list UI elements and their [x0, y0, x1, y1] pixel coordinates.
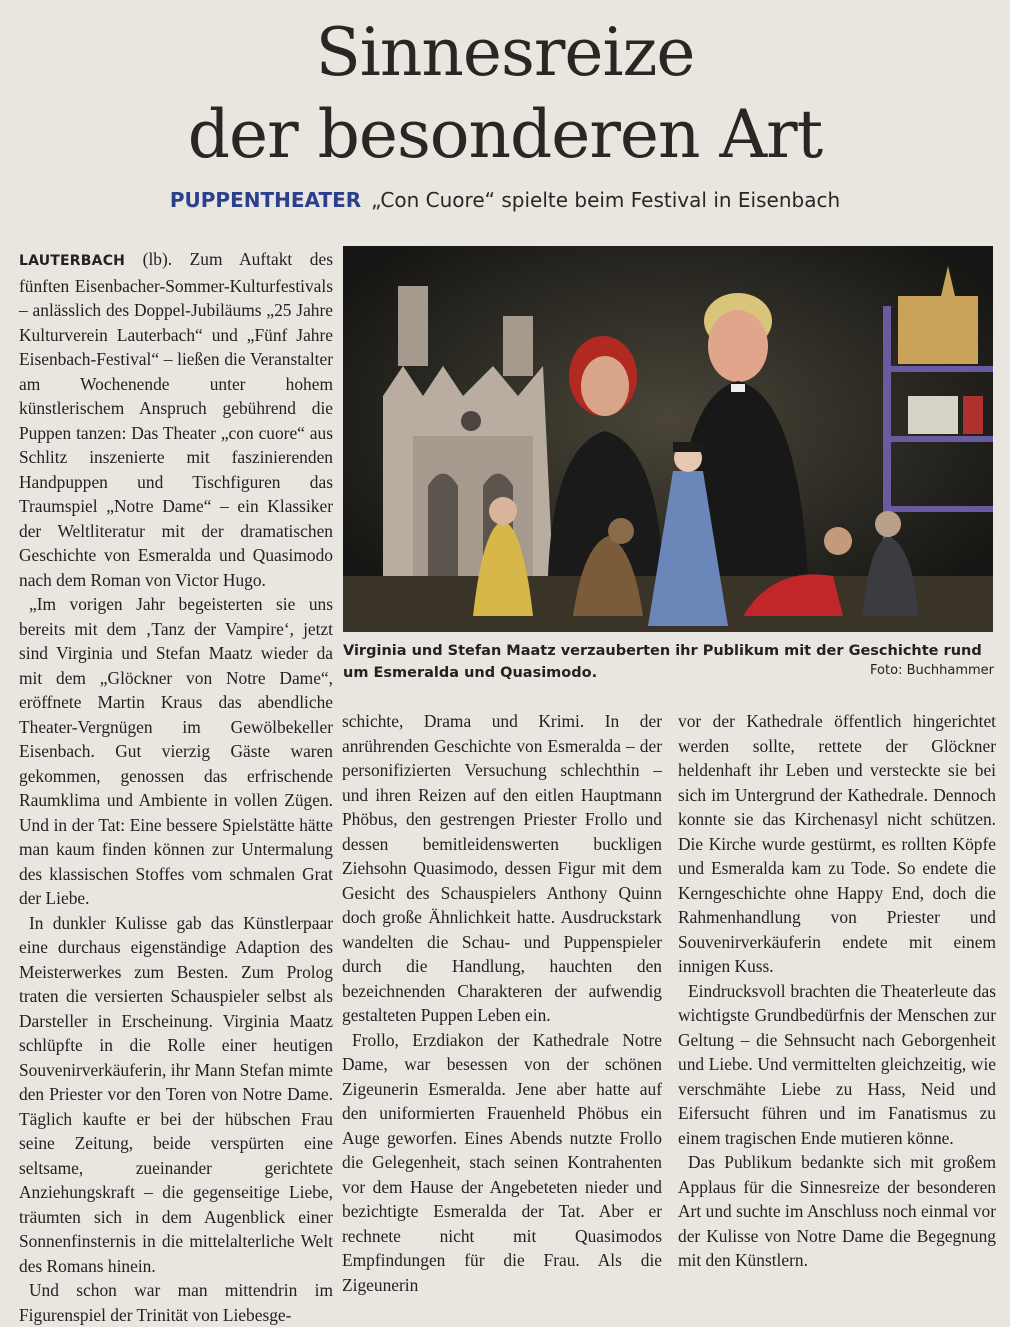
paragraph: „Im vorigen Jahr begeisterten sie uns bereits mit dem ‚Tanz der Vampire‘, jetzt sind Virginia und Stefan Maatz wieder da mit dem „Glöckner von Notre Dame“, eröffnete Martin Kraus das abendliche Theater-Vergnügen im Gewölbekeller Eisenbach. Gut vierzig Gäste waren gekommen, genossen das erfrischende Raumklima und Ambiente in vollen Zügen. Und in der Tat: Eine bessere Spielstätte hätte man kaum finden können zur Untermalung des klassischen Stoffes vom schmalen Grat der Liebe. — [19, 594, 333, 908]
dateline: LAUTERBACH — [19, 253, 126, 269]
article-photo — [343, 246, 993, 632]
puppet-theater-photo — [343, 246, 993, 632]
headline-line-1: Sinnesreize — [315, 14, 695, 91]
paragraph: Und schon war man mittendrin im Figurenspiel der Trinität von Liebesge- — [19, 1280, 333, 1325]
section-kicker: PUPPENTHEATER — [169, 188, 362, 212]
article-column-1 — [19, 247, 333, 1327]
subheadline-text: „Con Cuore“ spielte beim Festival in Eisenbach — [371, 188, 841, 212]
paragraph: Das Publikum bedankte sich mit großem Applaus für die Sinnesreize der besonderen Art und suchte im Anschluss noch einmal vor der Kulisse von Notre Dame die Begegnung mit den Künstlern. — [678, 1152, 996, 1270]
paragraph: Frollo, Erzdiakon der Kathedrale Notre Dame, war besessen von der schönen Zigeunerin Esmeralda. Jene aber hatte auf den uniformierten Frauenheld Phöbus ein Auge geworfen. Eines Abends nutzte Frollo die Gelegenheit, stach seinen Kontrahenten vor dem Hause der Angebeteten nieder und bezichtigte Esmeralda der Tat. Aber er rechnete nicht mit Quasimodos Empfindungen für die Frau. Als die Zigeunerin — [342, 1029, 662, 1295]
article-column-2 — [342, 709, 662, 1297]
paragraph: Eindrucksvoll brachten die Theaterleute das wichtigste Grundbedürfnis der Menschen zur Geltung – die Sehnsucht nach Geborgenheit und Liebe. Und vermittelten gleichzeitig, wie verschmähte Liebe zu Hass, Neid und Eifersucht führen und im Fanatismus zu einem tragischen Ende mutieren könne. — [678, 980, 996, 1148]
photo-credit: Foto: Buchhammer — [870, 663, 994, 678]
paragraph: In dunkler Kulisse gab das Künstlerpaar eine durchaus eigenständige Adaption des Meisterwerkes zum Besten. Zum Prolog traten die versierten Schauspieler selbst als Darsteller in Erscheinung. Virginia Maatz schlüpfte in die Rolle einer heutigen Souvenirverkäuferin, ihr Mann Stefan mimte den Priester vor den Toren von Notre Dame. Täglich kaufte er bei der hübschen Frau seine Zeitung, beide verspürten eine seltsame, zueinander gerichtete Anziehungskraft – die gegenseitige Liebe, träumten sich in dem Augenblick einer Sonnenfinsternis in die mittelalterliche Welt des Romans hinein. — [19, 912, 333, 1276]
subheadline — [0, 188, 1010, 212]
headline-line-2: der besonderen Art — [187, 96, 823, 173]
paragraph: schichte, Drama und Krimi. In der anrührenden Geschichte von Esmeralda – der personifizierten Versuchung schlechthin – und ihren Reizen auf den eitlen Hauptmann Phöbus, den gestrengen Priester Frollo und dessen bemitleidenswerten buckligen Ziehsohn Quasimodo, dessen Figur mit dem Gesicht des Schauspielers Anthony Quinn doch große Ähnlichkeit hatte. Ausdruckstark wandelten die Schau- und Puppenspieler durch die Handlung, hauchten den bezeichnenden Charakteren der aufwendig gestalteten Puppen Leben ein. — [342, 711, 662, 1025]
paragraph: LAUTERBACH (lb). Zum Auftakt des fünften Eisenbacher-Sommer-Kulturfestivals – anlässlich des Doppel-Jubiläums „25 Jahre Kulturverein Lauterbach“ und „Fünf Jahre Eisenbach-Festival“ – ließen die Veranstalter am Wochenende unter hohem künstlerischem Anspruch gebührend die Puppen tanzen: Das Theater „con cuore“ aus Schlitz inszenierte mit faszinierenden Handpuppen und Tischfiguren das Traumspiel „Notre Dame“ – ein Klassiker der Weltliteratur mit der dramatischen Geschichte von Esmeralda und Quasimodo nach dem Roman von Victor Hugo. — [19, 249, 333, 590]
article-column-3 — [678, 709, 996, 1273]
photo-caption: Virginia und Stefan Maatz verzauberten ihr Publikum mit der Geschichte rund um Esmeralda und Quasimodo. — [343, 643, 982, 681]
paragraph: vor der Kathedrale öffentlich hingerichtet werden sollte, rettete der Glöckner heldenhaft ihr Leben und versteckte sie bei sich im Untergrund der Kathedrale. Dennoch konnte sie das Kirchenasyl nicht schützen. Die Kirche wurde gestürmt, es rollten Köpfe und Esmeralda kam zu Tode. So endete die Kerngeschichte ohne Happy End, doch die Rahmenhandlung von Priester und Souvenirverkäuferin endete mit einem innigen Kuss. — [678, 711, 996, 976]
